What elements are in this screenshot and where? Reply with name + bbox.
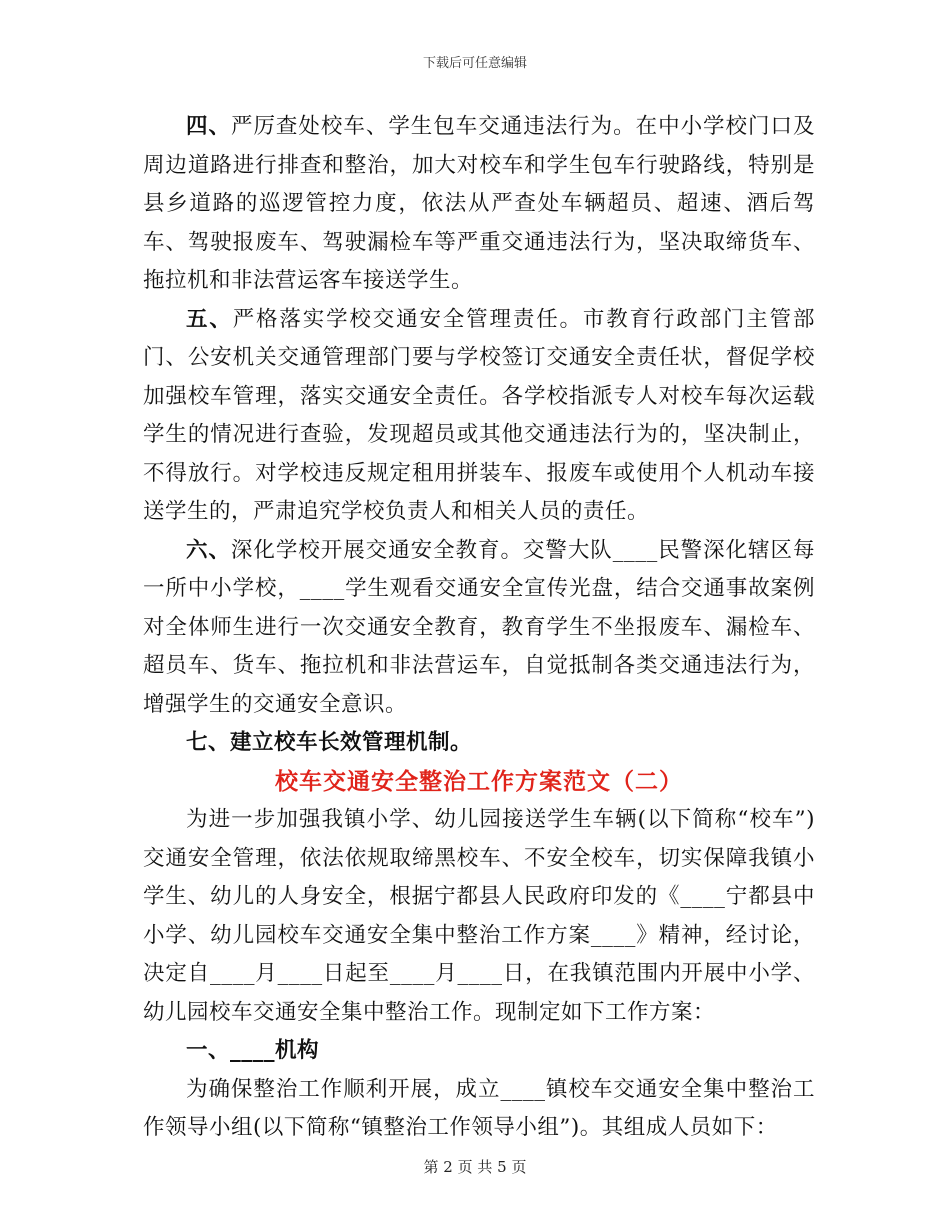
document-body: [143, 108, 815, 1148]
organization-paragraph: 为确保整治工作顺利开展，成立____镇校车交通安全集中整治工作领导小组(以下简称“镇整治工作领导小组”)。其组成人员如下：: [143, 1076, 815, 1140]
paragraph-6: [143, 532, 815, 725]
paragraph-text: 严厉查处校车、学生包车交通违法行为。在中小学校门口及周边道路进行排查和整治，加大对校车和学生包车行驶路线，特别是县乡道路的巡逻管控力度，依法从严查处车辆超员、超速、酒后驾车、驾驶报废车、驾驶漏检车等严重交通违法行为，坚决取缔货车、拖拉机和非法营运客车接送学生。: [143, 114, 815, 293]
paragraph-lead: 四、: [186, 114, 231, 139]
paragraph-lead: 六、: [186, 537, 231, 563]
page-footer: 第 2 页 共 5 页: [423, 1158, 527, 1176]
intro-paragraph: 为进一步加强我镇小学、幼儿园接送学生车辆(以下简称“校车”)交通安全管理，依法依规取缔黑校车、不安全校车，切实保障我镇小学生、幼儿的人身安全，根据宁都县人民政府印发的《____宁都县中小学、幼儿园校车交通安全集中整治工作方案____》精神，经讨论，决定自____月____日起至____月____日，在我镇范围内开展中小学、幼儿园校车交通安全集中整治工作。现制定如下工作方案：: [143, 807, 815, 1025]
paragraph-text: 深化学校开展交通安全教育。交警大队____民警深化辖区每一所中小学校，____学生观看交通安全宣传光盘，结合交通事故案例对全体师生进行一次交通安全教育，教育学生不坐报废车、漏检车、超员车、货车、拖拉机和非法营运车，自觉抵制各类交通违法行为，增强学生的交通安全意识。: [143, 537, 815, 717]
paragraph-text: 严格落实学校交通安全管理责任。市教育行政部门主管部门、公安机关交通管理部门要与学校签订交通安全责任状，督促学校加强校车管理，落实交通安全责任。各学校指派专人对校车每次运载学生的情况进行查验，发现超员或其他交通违法行为的，坚决制止，不得放行。对学校违反规定租用拼装车、报废车或使用个人机动车接送学生的，严肃追究学校负责人和相关人员的责任。: [143, 306, 815, 524]
section-1-heading: 一、____机构: [186, 1038, 320, 1063]
paragraph-5: [143, 301, 815, 532]
paragraph-4: [143, 108, 815, 301]
paragraph-lead: 五、: [186, 306, 233, 332]
document-title-2: 校车交通安全整治工作方案范文（二）: [275, 767, 683, 795]
section-7-heading: 七、建立校车长效管理机制。: [186, 730, 473, 755]
page-header: 下载后可任意编辑: [422, 56, 527, 71]
